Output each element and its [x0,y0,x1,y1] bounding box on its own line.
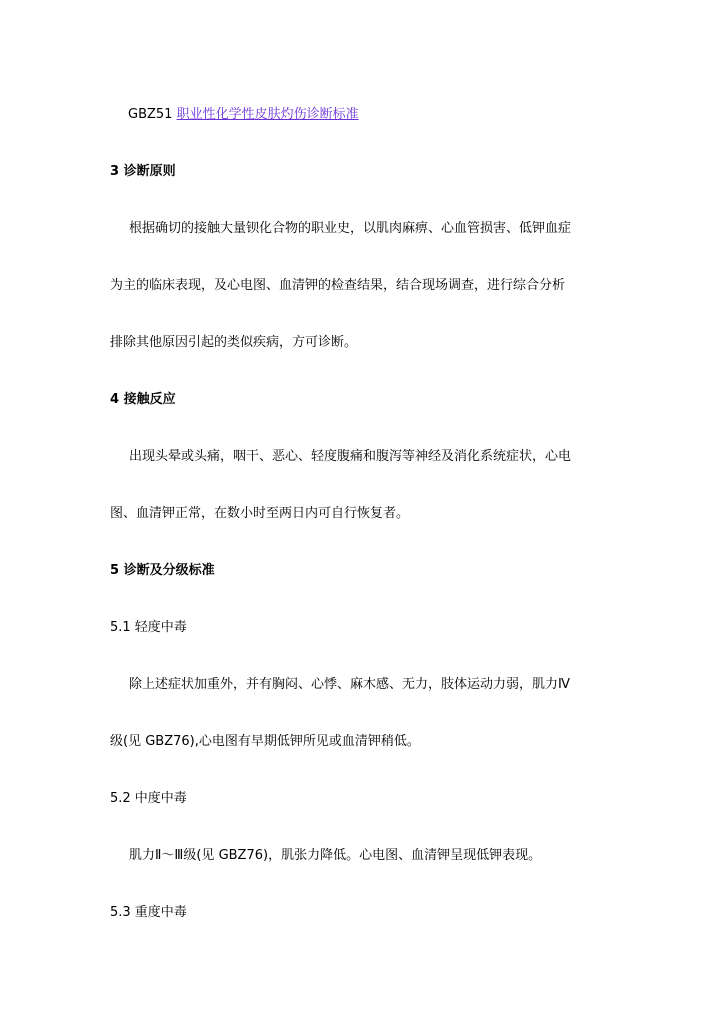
section-4-heading: 4 接触反应 [110,392,176,407]
reference-link[interactable]: 职业性化学性皮肤灼伤诊断标准 [176,107,359,122]
section-5-2-heading: 5.2 中度中毒 [110,791,187,806]
section-3-line-1: 根据确切的接触大量钡化合物的职业史，以肌肉麻痹、心血管损害、低钾血症 [129,221,572,236]
section-5-1-heading: 5.1 轻度中毒 [110,620,187,635]
reference-line [128,106,359,124]
section-3-heading: 3 诊断原则 [110,164,176,179]
section-5-3-heading: 5.3 重度中毒 [110,905,187,920]
section-5-heading: 5 诊断及分级标准 [110,563,215,578]
reference-code: GBZ51 [128,107,173,122]
section-3-line-2: 为主的临床表现，及心电图、血清钾的检查结果，结合现场调查，进行综合分析 [110,278,566,293]
section-5-1-line-2: 级(见 GBZ76),心电图有早期低钾所见或血清钾稍低。 [110,734,420,749]
section-4-line-2: 图、血清钾正常，在数小时至两日内可自行恢复者。 [110,506,410,521]
section-3-line-3: 排除其他原因引起的类似疾病，方可诊断。 [110,335,358,350]
section-5-2-line-1: 肌力Ⅱ～Ⅲ级(见 GBZ76)，肌张力降低。心电图、血清钾呈现低钾表现。 [129,848,542,863]
section-4-line-1: 出现头晕或头痛，咽干、恶心、轻度腹痛和腹泻等神经及消化系统症状，心电 [129,449,572,464]
section-5-1-line-1: 除上述症状加重外，并有胸闷、心悸、麻木感、无力，肢体运动力弱，肌力Ⅳ [129,677,570,692]
